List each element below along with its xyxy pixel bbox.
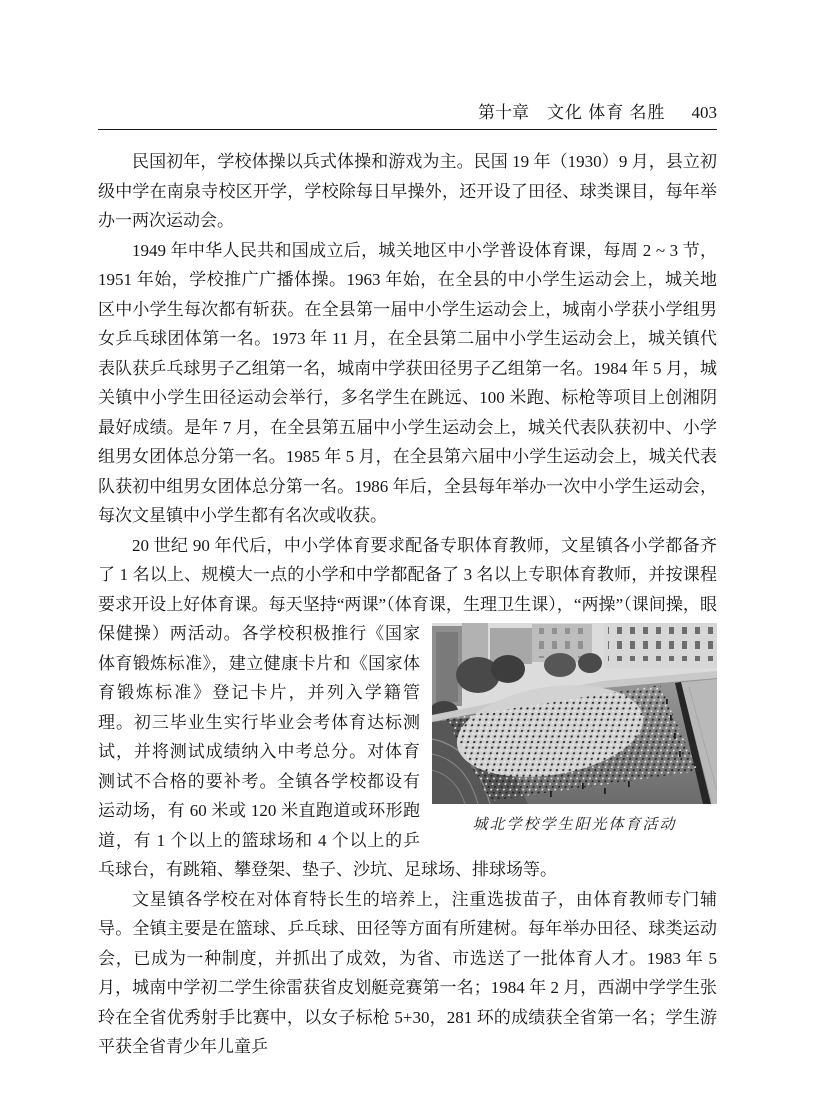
students-exercise-photo xyxy=(432,623,717,804)
page-body xyxy=(98,147,717,1062)
students-exercise-photo-illustration xyxy=(432,623,717,804)
paragraph-1949-competitions: 1949 年中华人民共和国成立后，城关地区中小学普设体育课，每周 2 ~ 3 节，1951 年始，学校推广广播体操。1963 年始，在全县的中小学生运动会上，城关地区中小学生每次都有斩获。在全县第一届中小学生运动会上，城南小学获小学组男女乒乓球团体第一名。1973 年 11 月，在全县第二届中小学生运动会上，城关镇代表队获乒乓球男子乙组第一名，城南中学获田径男子乙组第一名。1984 年 5 月，城关镇中小学生田径运动会举行，多名学生在跳远、100 米跑、标枪等项目上创湘阴最好成绩。是年 7 月，在全县第五届中小学生运动会上，城关代表队获初中、小学组男女团体总分第一名。1985 年 5 月，在全县第六届中小学生运动会上，城关代表队获初中组男女团体总分第一名。1986 年后，全县每年举办一次中小学生运动会，每次文星镇中小学生都有名次或收获。 xyxy=(98,240,717,525)
paragraph-1990s-pe-teachers xyxy=(98,531,717,885)
paragraph-republic-era: 民国初年，学校体操以兵式体操和游戏为主。民国 19 年（1930）9 月，县立初级中学在南泉寺校区开学，学校除每日早操外，还开设了田径、球类课目，每年举办一两次运动会。 xyxy=(98,152,717,230)
chapter-title: 文化 体育 名胜 xyxy=(547,103,666,122)
chapter-label: 第十章 xyxy=(478,103,529,122)
page-header xyxy=(98,103,717,130)
photo-caption: 城北学校学生阳光体育活动 xyxy=(472,817,677,833)
page-number: 403 xyxy=(691,103,717,122)
paragraph-sports-talents: 文星镇各学校在对体育特长生的培养上，注重选拔苗子，由体育教师专门辅导。全镇主要是在篮球、乒乓球、田径等方面有所建树。每年举办田径、球类运动会，已成为一种制度，并抓出了成效，为省、市选送了一批体育人才。1983 年 5 月，城南中学初二学生徐雷获省皮划艇竞赛第一名；1984 年 2 月，西湖中学学生张玲在全省优秀射手比赛中，以女子标枪 5+30，281 环的成绩获全省第一名；学生游平获全省青少年儿童乒 xyxy=(98,889,717,1056)
paragraph-3-text-after-photo: 两活动。各学校积极推行《国家体育锻炼标准》，建立健康卡片和《国家体育锻炼标准》登记卡片，并列入学籍管理。初三毕业生实行毕业会考体育达标测试，并将测试成绩纳入中考总分。对体育测试不合格的要补考。全镇各学校都设有运动场，有 60 米或 120 米直跑道或环形跑道，有 1 个以上的篮球场和 4 个以上的乒乓球台，有跳箱、攀登架、垫子、沙坑、足球场、排球场等。 xyxy=(98,624,557,879)
paragraph-3-text-before-photo: 20 世纪 90 年代后，中小学体育要求配备专职体育教师，文星镇各小学都备齐了 1 名以上、规模大一点的小学和中学都配备了 3 名以上专职体育教师，并按课程要求开设上好体育课。每天坚持“两课”（体育课，生理卫生课），“两操”（课间操，眼保健操） xyxy=(98,535,717,643)
photo-figure xyxy=(432,623,717,841)
page-content xyxy=(98,103,717,1062)
